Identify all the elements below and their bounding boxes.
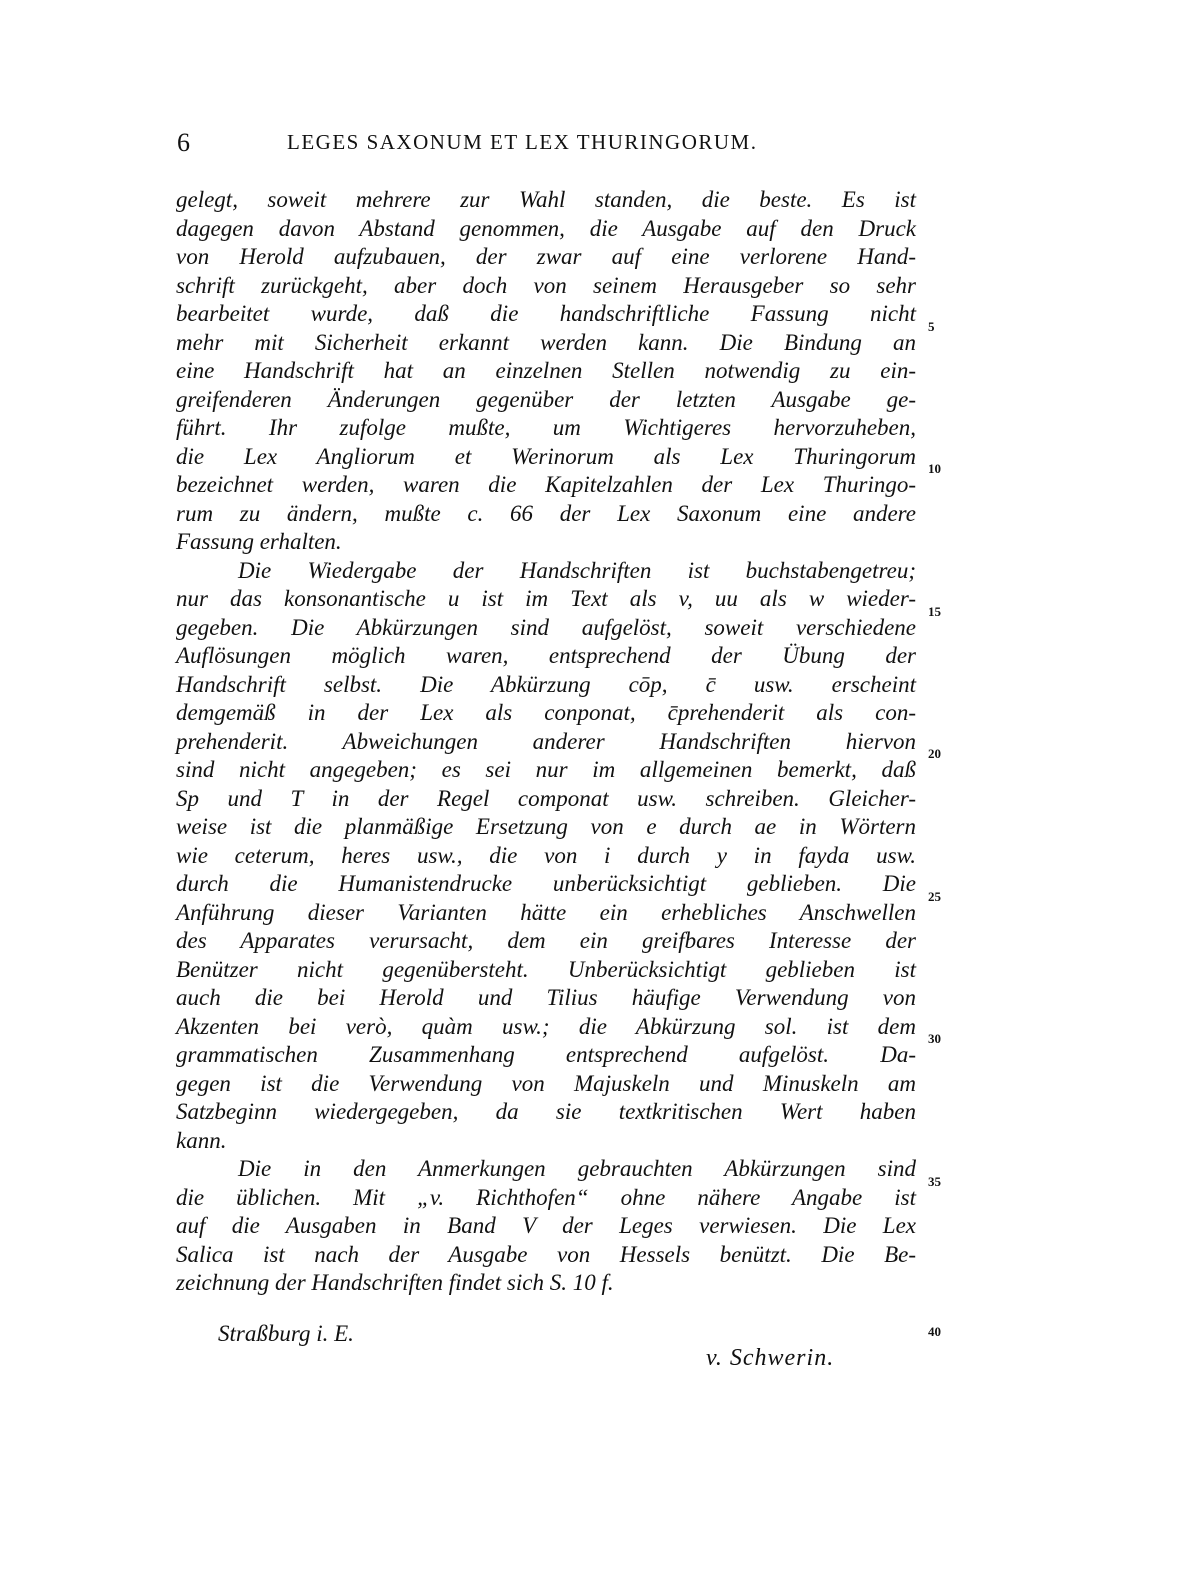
text-line: bezeichnet werden, waren die Kapitelzahlen der Lex Thuringo-	[176, 472, 916, 497]
text-line: des Apparates verursacht, dem ein greifbares Interesse der	[176, 928, 916, 953]
text-line: Fassung erhalten.	[176, 529, 342, 554]
body-text	[176, 186, 916, 1298]
text-line: wie ceterum, heres usw., die von i durch y in fayda usw.	[176, 842, 916, 868]
text-line: Akzenten bei verò, quàm usw.; die Abkürzung sol. ist dem	[176, 1013, 916, 1039]
text-line: eine Handschrift hat an einzelnen Stellen notwendig zu ein-	[176, 358, 916, 383]
line-number: 25	[928, 889, 941, 904]
text-line: Die Wiedergabe der Handschriften ist buchstabengetreu;	[238, 557, 916, 583]
text-line: gelegt, soweit mehrere zur Wahl standen, die beste. Es ist	[176, 187, 916, 212]
text-line: prehenderit. Abweichungen anderer Handschriften hiervon	[176, 728, 916, 754]
text-line: dagegen davon Abstand genommen, die Ausgabe auf den Druck	[176, 215, 916, 241]
text-line: weise ist die planmäßige Ersetzung von e durch ae in Wörtern	[176, 814, 916, 839]
text-line: Handschrift selbst. Die Abkürzung cōp, c̄ usw. erscheint	[176, 671, 916, 697]
text-line: Sp und T in der Regel componat usw. schreiben. Gleicher-	[176, 785, 916, 811]
page-number: 6	[177, 128, 190, 157]
text-line: grammatischen Zusammenhang entsprechend aufgelöst. Da-	[176, 1042, 916, 1067]
text-line: bearbeitet wurde, daß die handschriftliche Fassung nicht	[176, 301, 916, 326]
line-number: 15	[928, 604, 941, 619]
text-line: Auflösungen möglich waren, entsprechend der Übung der	[176, 643, 916, 668]
text-line: durch die Humanistendrucke unberücksichtigt geblieben. Die	[176, 871, 916, 896]
text-line: demgemäß in der Lex als conponat, c̄prehenderit als con-	[176, 700, 916, 725]
text-line: zeichnung der Handschriften findet sich S. 10 f.	[176, 1270, 614, 1295]
text-line: nur das konsonantische u ist im Text als v, uu als w wieder-	[176, 586, 916, 611]
place-and-date: Straßburg i. E.	[218, 1321, 354, 1346]
text-line: die Lex Angliorum et Werinorum als Lex Thuringorum	[176, 443, 916, 469]
text-line: führt. Ihr zufolge mußte, um Wichtigeres hervorzuheben,	[176, 415, 916, 440]
text-line: mehr mit Sicherheit erkannt werden kann. Die Bindung an	[176, 329, 916, 355]
text-line: auch die bei Herold und Tilius häufige Verwendung von	[176, 985, 916, 1010]
text-line: von Herold aufzubauen, der zwar auf eine verlorene Hand-	[176, 244, 916, 269]
text-line: auf die Ausgaben in Band V der Leges verwiesen. Die Lex	[176, 1213, 916, 1238]
text-line: rum zu ändern, mußte c. 66 der Lex Saxonum eine andere	[176, 500, 916, 526]
text-line: Anführung dieser Varianten hätte ein erhebliches Anschwellen	[176, 899, 916, 925]
text-line: sind nicht angegeben; es sei nur im allgemeinen bemerkt, daß	[176, 757, 916, 782]
page-header	[177, 128, 817, 162]
text-line: gegen ist die Verwendung von Majuskeln und Minuskeln am	[176, 1070, 916, 1096]
running-title: LEGES SAXONUM ET LEX THURINGORUM.	[287, 130, 758, 154]
text-line: Benützer nicht gegenübersteht. Unberücksichtigt geblieben ist	[176, 956, 916, 982]
line-number: 35	[928, 1174, 941, 1189]
line-number: 20	[928, 746, 941, 761]
text-line: gegeben. Die Abkürzungen sind aufgelöst, soweit verschiedene	[176, 614, 916, 640]
text-line: die üblichen. Mit „v. Richthofen“ ohne nähere Angabe ist	[176, 1184, 916, 1210]
line-number: 10	[928, 461, 941, 476]
text-line: greifenderen Änderungen gegenüber der letzten Ausgabe ge-	[176, 386, 916, 412]
line-number: 40	[928, 1324, 941, 1339]
author-signature: v. Schwerin.	[706, 1345, 835, 1371]
line-number: 30	[928, 1031, 941, 1046]
line-number: 5	[928, 319, 935, 334]
text-line: kann.	[176, 1127, 227, 1153]
text-line: schrift zurückgeht, aber doch von seinem Herausgeber so sehr	[176, 272, 916, 298]
text-line: Satzbeginn wiedergegeben, da sie textkritischen Wert haben	[176, 1099, 916, 1124]
text-line: Die in den Anmerkungen gebrauchten Abkürzungen sind	[238, 1156, 916, 1181]
text-line: Salica ist nach der Ausgabe von Hessels benützt. Die Be-	[176, 1241, 916, 1267]
